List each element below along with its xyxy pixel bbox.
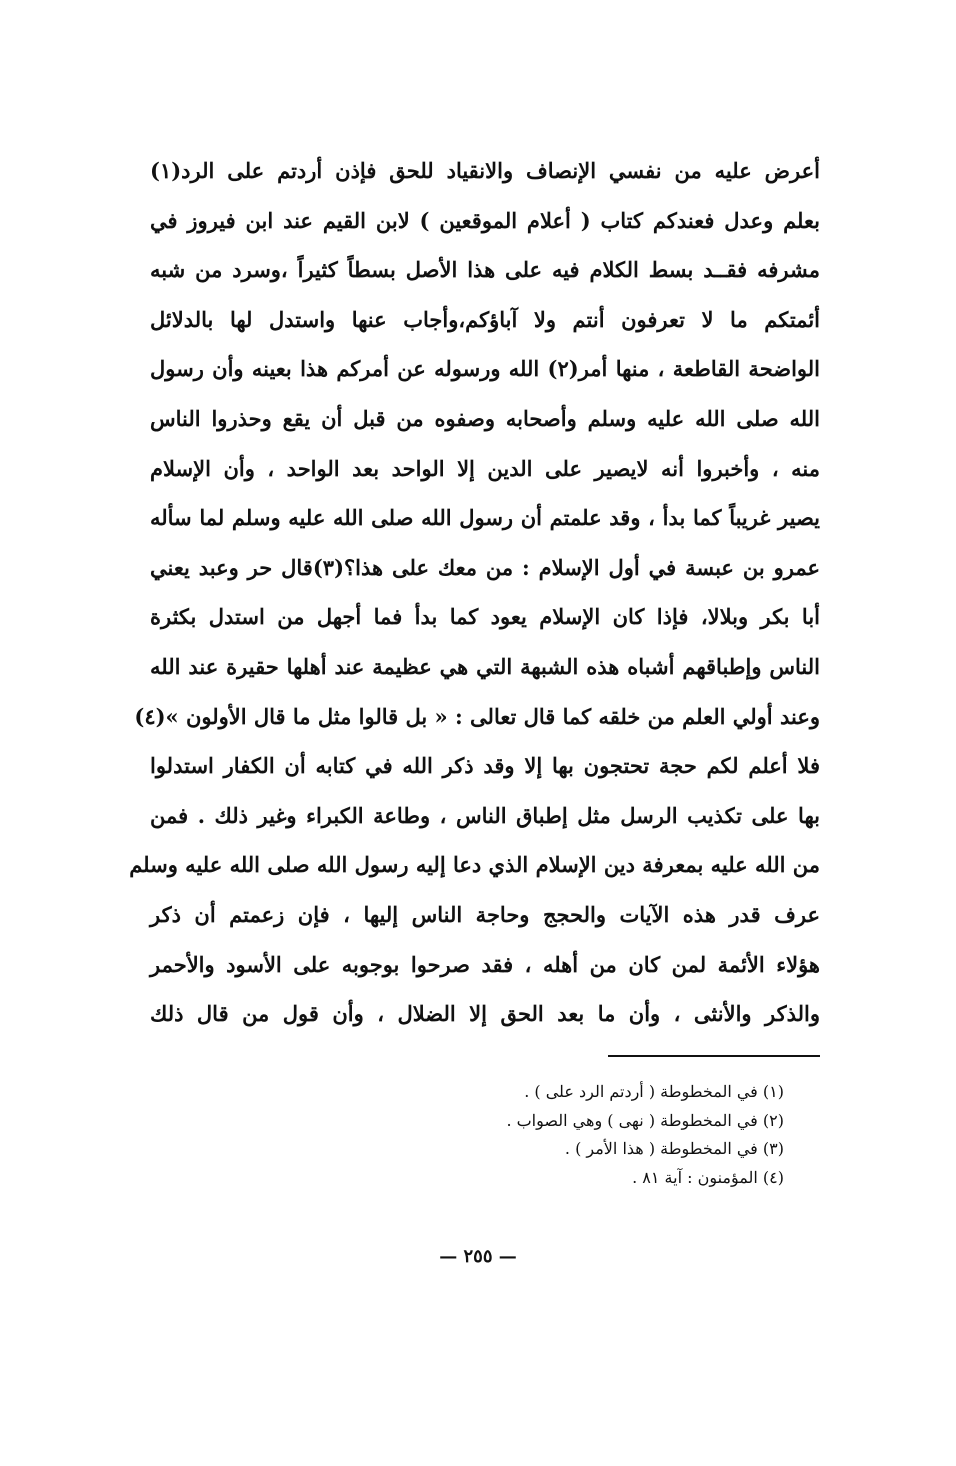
text-line-10: أبا بكر وبلالا، فإذا كان الإسلام يعود كما بدأ فما أجهل من استدل بكثرة: [150, 604, 820, 630]
footnote-4: (٤) المؤمنون : آية ٨١ .: [632, 1167, 784, 1187]
footnote-3: (٣) في المخطوطة ( هذا الأمر ) .: [564, 1139, 784, 1158]
main-text: [129, 146, 821, 1039]
text-line-9: عمرو بن عبسة في أول الإسلام : من معك على هذا؟(٣)قال حر وعبد يعني: [150, 554, 821, 580]
text-line-7: منه ، وأخبروا أنه لايصير على الدين إلا الواحد بعد الواحد ، وأن الإسلام: [150, 455, 820, 481]
text-line-14: بها على تكذيب الرسل مثل إطباق الناس ، وطاعة الكبراء وغير ذلك . فمن: [150, 802, 820, 828]
text-line-6: الله صلى الله عليه وسلم وأصحابه وصفوه من قبل أن يقع وحذروا الناس: [150, 405, 820, 431]
text-line-18: والذكر والأنثى ، وأن ما بعد الحق إلا الضلال ، وأن قول من قال ذلك: [150, 1001, 820, 1027]
text-line-4: أئمتكم ما لا تعرفون أنتم ولا آباؤكم،وأجاب عنها واستدل لها بالدلائل: [150, 306, 820, 332]
text-line-5: الواضحة القاطعة ، منها أمر(٢) الله ورسوله عن أمركم هذا بعينه وأن رسول: [150, 356, 820, 382]
text-line-15: من الله عليه بمعرفة دين الإسلام الذي دعا إليه رسول الله صلى الله عليه وسلم: [129, 852, 820, 878]
footnote-1: (١) في المخطوطة ( أردتم الرد على ) .: [524, 1082, 784, 1101]
text-line-17: هؤلاء الأئمة لمن كان من أهله ، فقد صرحوا بوجوبه على الأسود والأحمر: [150, 951, 820, 977]
text-line-16: عرف قدر هذه الآيات والحجج وحاجة الناس إليها ، فإن زعمتم أن ذكر: [150, 901, 820, 927]
text-line-2: بعلم وعدل فعندكم كتاب ( أعلام الموقعين ) لابن القيم عند ابن فيروز في: [150, 207, 820, 233]
text-line-13: فلا أعلم لكم حجة تحتجون بها إلا وقد ذكر الله في كتابه أن الكفار استدلوا: [150, 753, 820, 779]
text-line-3: مشرفه فقــد بسط الكلام فيه على هذا الأصل بسطاً كثيراً ،وسرد من شبه: [150, 257, 820, 283]
text-line-12: وعند أولي العلم من خلقه كما قال تعالى : « بل قالوا مثل ما قال الأولون »(٤): [134, 703, 820, 729]
footnotes: [364, 1078, 784, 1192]
text-line-8: يصير غريباً كما بدأ ، وقد علمتم أن رسول الله صلى الله عليه وسلم لما سأله: [150, 505, 820, 531]
footnote-2: (٢) في المخطوطة ( نهى ) وهي الصواب .: [506, 1110, 784, 1130]
text-line-1: أعرض عليه من نفسي الإنصاف والانقياد للحق فإذن أردتم على الرد(١): [150, 158, 820, 183]
footnote-separator: [608, 1055, 820, 1057]
page-number: — ٢٥٥ —: [439, 1246, 517, 1267]
text-line-11: الناس وإطباقهم أشباه هذه الشبهة التي هي عظيمة عند أهلها حقيرة عند الله: [150, 653, 820, 679]
